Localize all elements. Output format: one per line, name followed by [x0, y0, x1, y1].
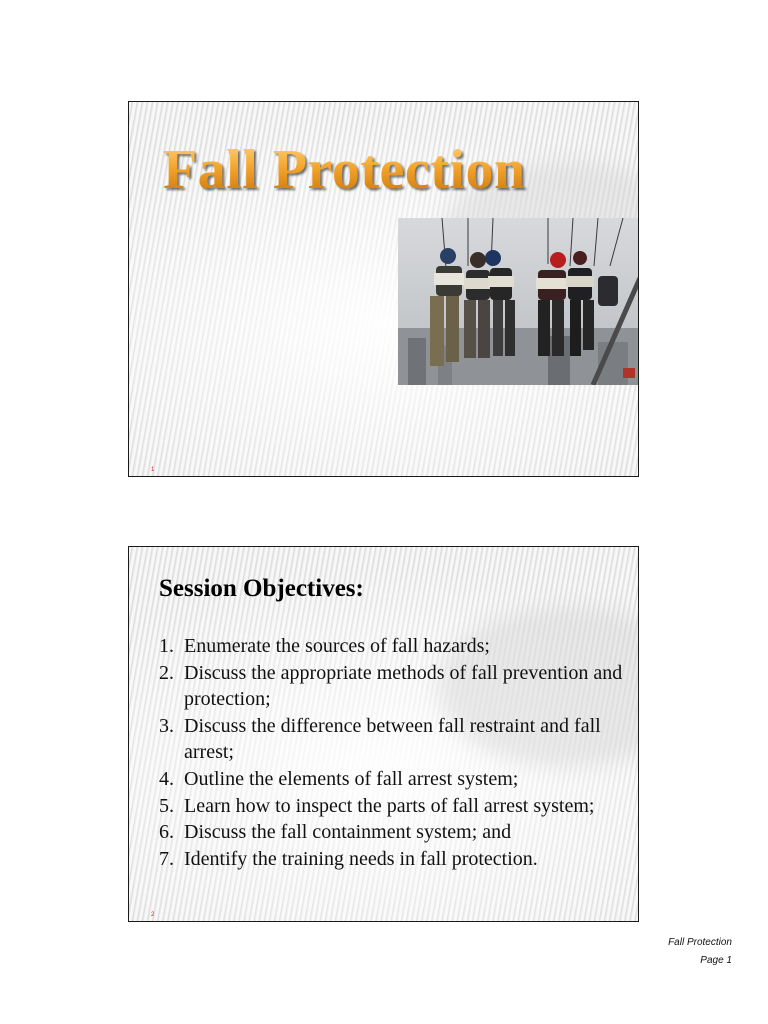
list-item: 6. Discuss the fall containment system; and: [159, 821, 512, 844]
slide-1: [128, 101, 639, 477]
footer-page-number: Page 1: [700, 955, 732, 966]
slide-number: 2: [151, 912, 155, 918]
slide-2: [128, 546, 639, 922]
list-item: 1. Enumerate the sources of fall hazards;: [159, 635, 490, 657]
list-item: 3. Discuss the difference between fall restraint and fall arrest;: [159, 714, 601, 764]
list-item: 5. Learn how to inspect the parts of fall arrest system;: [159, 794, 595, 817]
slide-title: Fall Protection: [163, 139, 526, 201]
footer-document-title: Fall Protection: [668, 937, 732, 948]
workers-suspended-photo: [398, 218, 639, 385]
objectives-list: [159, 633, 629, 872]
list-item: 7. Identify the training needs in fall protection.: [159, 847, 538, 870]
session-objectives-heading: Session Objectives:: [159, 575, 364, 602]
slide-number: 1: [151, 467, 155, 473]
list-item: 4. Outline the elements of fall arrest system;: [159, 767, 519, 790]
list-item: 2. Discuss the appropriate methods of fall prevention and protection;: [159, 661, 623, 711]
